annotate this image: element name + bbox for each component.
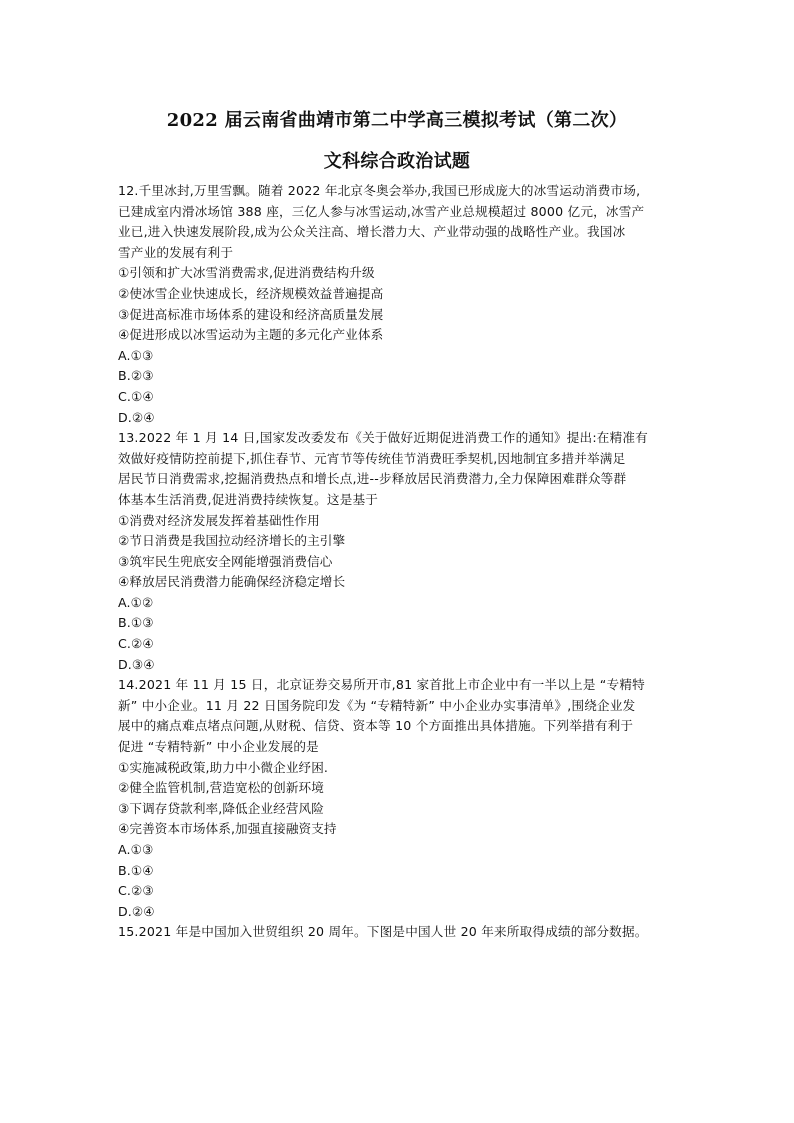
- answer-option: C.②③: [118, 883, 154, 899]
- question-stem: [118, 181, 678, 263]
- question-15: [118, 922, 678, 943]
- stem-line: 已建成室内滑冰场馆 388 座，三亿人参与冰雪运动,冰雪产业总规模超过 8000 亿元，冰雪产: [118, 203, 645, 219]
- answer-option: B.①③: [118, 615, 154, 631]
- question-list: [118, 181, 678, 943]
- statement-item: ①消费对经济发展发挥着基础性作用: [118, 512, 320, 528]
- stem-line: 居民节日消费需求,挖掘消费热点和增长点,进--步释放居民消费潜力,全力保障困难群众等群: [118, 471, 627, 487]
- stem-line: 效做好疫情防控前提下,抓住春节、元宵节等传统佳节消费旺季契机,因地制宜多措并举满足: [118, 450, 626, 466]
- statement-item: ③促进高标准市场体系的建设和经济高质量发展: [118, 306, 384, 322]
- stem-line: 业已,进入快速发展阶段,成为公众关注高、增长潜力大、产业带动强的战略性产业。我国冰: [118, 224, 626, 240]
- document-subtitle: 文科综合政治试题: [323, 151, 471, 172]
- question-stem: [118, 675, 678, 757]
- statement-item: ③下调存贷款利率,降低企业经营风险: [118, 800, 324, 816]
- stem-line: 展中的痛点难点堵点问题,从财税、信贷、资本等 10 个方面推出具体措施。下列举措有利于: [118, 718, 634, 734]
- answer-option: C.②④: [118, 636, 154, 652]
- answer-option: D.②④: [118, 409, 155, 425]
- answer-option: C.①④: [118, 388, 154, 404]
- statement-item: ③筑牢民生兜底安全网能增强消费信心: [118, 553, 333, 569]
- answer-option: B.①④: [118, 862, 154, 878]
- answer-option: D.②④: [118, 903, 155, 919]
- stem-line: 13.2022 年 1 月 14 日,国家发改委发布《关于做好近期促进消费工作的通知》提出:在精准有: [118, 430, 648, 446]
- statement-item: ②健全监管机制,营造宽松的创新环境: [118, 780, 324, 796]
- question-13: [118, 428, 678, 675]
- stem-line: 12.千里冰封,万里雪飘。随着 2022 年北京冬奥会举办,我国已形成庞大的冰雪运动消费市场,: [118, 183, 641, 198]
- question-12: [118, 181, 678, 428]
- stem-line: 14.2021 年 11 月 15 日，北京证券交易所开市,81 家首批上市企业中有一半以上是 “专精特: [118, 677, 645, 693]
- statement-item: ④释放居民消费潜力能确保经济稳定增长: [118, 574, 346, 590]
- stem-line: 15.2021 年是中国加入世贸组织 20 周年。下图是中国人世 20 年来所取得成绩的部分数据。: [118, 924, 648, 940]
- answer-option: A.①②: [118, 594, 154, 610]
- statement-item: ①实施减税政策,助力中小微企业纾困.: [118, 759, 329, 775]
- stem-line: 新” 中小企业。11 月 22 日国务院印发《为 “专精特新” 中小企业办实事清单》,围绕企业发: [118, 697, 636, 713]
- answer-option: A.①③: [118, 347, 154, 363]
- stem-line: 雪产业的发展有利于: [118, 244, 234, 260]
- answer-option: D.③④: [118, 656, 155, 672]
- statement-item: ②使冰雪企业快速成长，经济规模效益普遍提高: [118, 285, 384, 301]
- question-stem: [118, 428, 678, 510]
- statement-item: ④促进形成以冰雪运动为主题的多元化产业体系: [118, 327, 384, 343]
- stem-line: 体基本生活消费,促进消费持续恢复。这是基于: [118, 491, 379, 507]
- question-stem: [118, 922, 678, 943]
- answer-option: A.①③: [118, 842, 154, 857]
- statement-item: ②节日消费是我国拉动经济增长的主引擎: [118, 533, 346, 549]
- answer-option: B.②③: [118, 368, 154, 384]
- stem-line: 促进 “专精特新” 中小企业发展的是: [118, 739, 319, 755]
- statement-item: ④完善资本市场体系,加强直接融资支持: [118, 821, 337, 837]
- question-14: [118, 675, 678, 922]
- document-title: 2022 届云南省曲靖市第二中学高三模拟考试（第二次）: [166, 110, 628, 131]
- statement-item: ①引领和扩大冰雪消费需求,促进消费结构升级: [118, 265, 375, 281]
